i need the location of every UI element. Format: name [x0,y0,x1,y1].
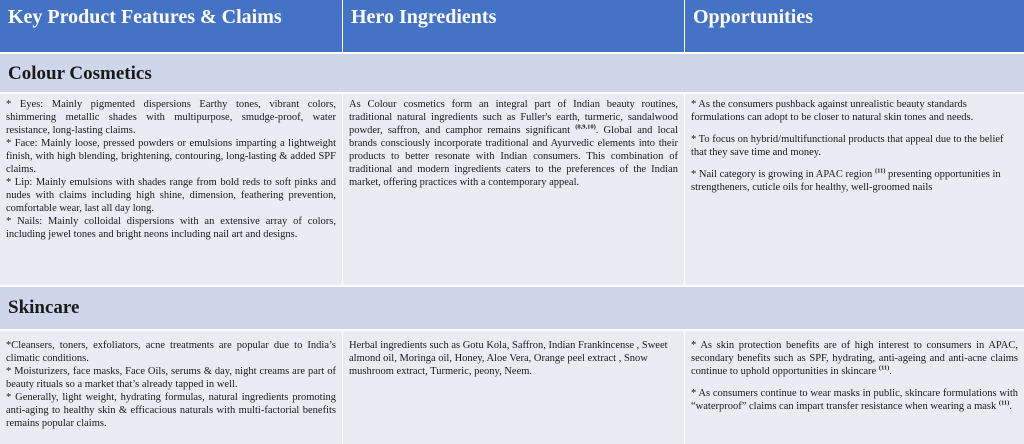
skincare-opportunity-2-reference: (11) [998,399,1010,407]
colour-opportunity-3-reference: (11) [874,167,886,175]
skincare-opportunity-2-a: * As consumers continue to wear masks in public, skincare formulations with “waterproof” claims can impart transfer resistance when wearing a mask [691,388,1018,412]
colour-opportunities-cell [685,92,1024,285]
table-header [0,0,1024,52]
colour-ingredients-text-a: As Colour cosmetics form an integral part of Indian beauty routines, traditional natural ingredients such as Fuller's earth, turmeric, sandalwood powder, saffron, and camphor remains significant [349,99,678,136]
skincare-features-cell [0,329,343,444]
section-title-skincare: Skincare [8,297,80,318]
colour-features-cell [0,92,343,285]
section-skincare [0,285,1024,329]
skincare-ingredients-text: Herbal ingredients such as Gotu Kola, Saffron, Indian Frankincense , Sweet almond oil, Moringa oil, Honey, Aloe Vera, Orange peel extract , Snow mushroom extract, Turmeric, peony, Neem. [349,340,668,377]
skincare-opportunity-1-reference: (11) [878,364,890,372]
colour-ingredients-text [349,98,678,189]
skincare-feature-1: *Cleansers, toners, exfoliators, acne treatments are popular due to India’s climatic conditions. [6,340,336,364]
table-row-skincare [0,329,1024,444]
colour-ingredients-cell [343,92,685,285]
skincare-ingredients-cell [343,329,685,444]
colour-opportunity-3-b: presenting opportunities in strengtheners, cuticle oils for healthy, well-groomed nails [691,169,1001,193]
colour-opportunity-3 [691,168,1018,194]
section-colour-cosmetics [0,52,1024,92]
colour-ingredients-reference: (8,9,10) [575,123,596,131]
colour-opportunity-2: * To focus on hybrid/multifunctional products that appeal due to the belief that they save time and money. [691,134,1004,158]
skincare-opportunity-2 [691,387,1018,413]
skincare-opportunity-1 [691,339,1018,378]
table-row-colour-cosmetics [0,92,1024,285]
colour-opportunity-3-a: * Nail category is growing in APAC region [691,169,875,180]
colour-ingredients-text-b: . Global and local brands consciously incorporate traditional and Ayurvedic elements into their products to better resonate with Indian consumers. This combination of traditional and modern ingredients caters to the preferences of the Indian market, offering practices with a contemporary appeal. [349,125,678,188]
skincare-opportunity-2-b: . [1009,401,1012,412]
skincare-feature-3: * Generally, light weight, hydrating formulas, natural ingredients promoting anti-aging to healthy skin & efficacious naturals with multi-factorial benefits remains popular claims. [6,392,336,429]
feature-nails: * Nails: Mainly colloidal dispersions with an extensive array of colors, including jewel tones and bright neons including nail art and designs. [6,216,336,240]
skincare-opportunity-1-b: . [889,366,892,377]
feature-lip: * Lip: Mainly emulsions with shades range from bold reds to soft pinks and nudes with claims including high shine, dimension, feathering prevention, comfortable wear, last all day long. [6,177,336,214]
skincare-feature-2: * Moisturizers, face masks, Face Oils, serums & day, night creams are part of beauty rituals so a market that’s already tapped in well. [6,366,336,390]
section-title-colour-cosmetics: Colour Cosmetics [8,63,152,84]
colour-opportunity-1: * As the consumers pushback against unrealistic beauty standards formulations can adopt to be closer to natural skin tones and needs. [691,99,974,123]
feature-eyes: * Eyes: Mainly pigmented dispersions Earthy tones, vibrant colors, shimmering metallic shades with multipurpose, smudge-proof, water resistance, long-lasting claims. [6,99,336,136]
skincare-opportunities-cell [685,329,1024,444]
header-opportunities: Opportunities [685,0,1024,52]
header-key-features: Key Product Features & Claims [0,0,343,52]
header-hero-ingredients: Hero Ingredients [343,0,685,52]
skincare-opportunity-1-a: * As skin protection benefits are of high interest to consumers in APAC, secondary benefits such as SPF, hydrating, anti-ageing and anti-acne claims continue to uphold opportunities in skincare [691,340,1018,377]
feature-face: * Face: Mainly loose, pressed powders or emulsions imparting a lightweight finish, with high blending, brightening, contouring, long-lasting & added SPF claims. [6,138,336,175]
